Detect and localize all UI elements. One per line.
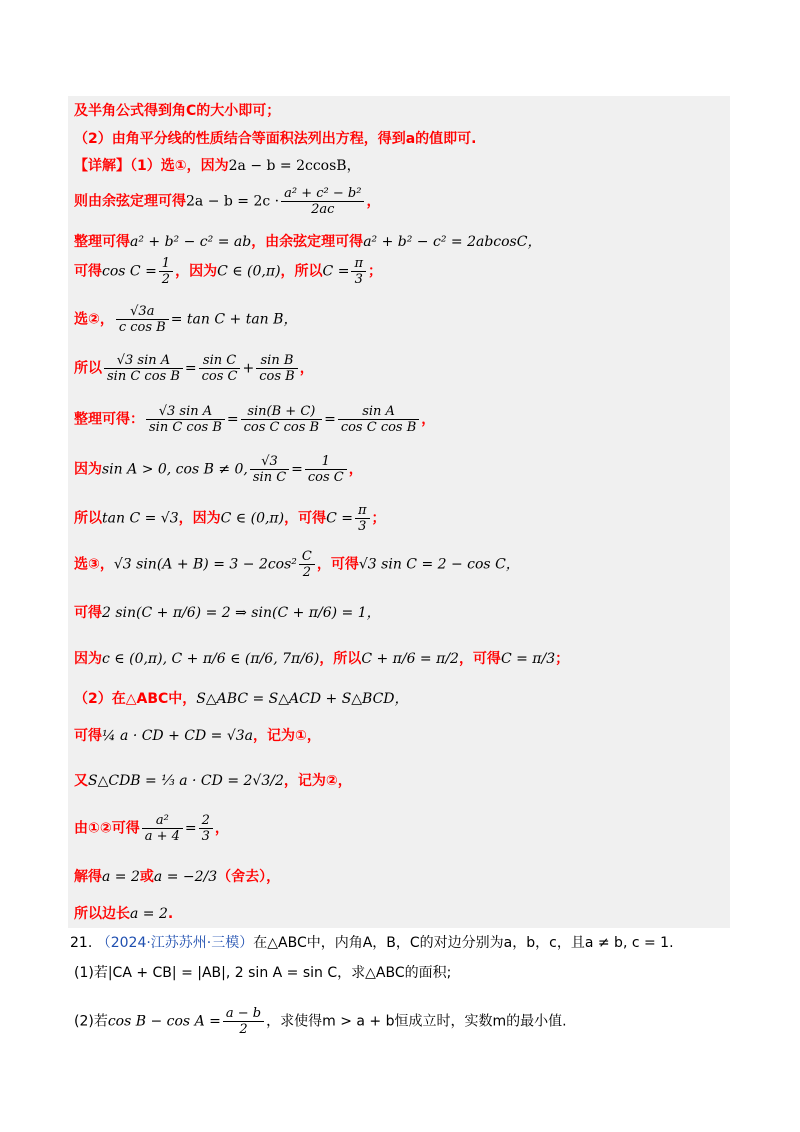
solution-line: 可得cos C = $\frac{1}{2}$ ，因为C ∈ (0,π)，所以C = $\frac{\pi}{3}$ ；	[74, 256, 382, 287]
question-stem: 21. （2024·江苏苏州·三模）在△ABC中，内角A，B，C的对边分别为a，b，c，且a ≠ b, c = 1.	[70, 935, 674, 951]
solution-line: 解得a = 2或a = −2/3（舍去），	[74, 869, 281, 885]
solution-line: 及半角公式得到角C的大小即可；	[74, 103, 281, 119]
solution-line: 【详解】（1）选①，因为2a − b = 2ccosB，	[74, 158, 361, 174]
solution-line: 又S△CDB = ⅓ a · CD = 2√3/2，记为②，	[74, 773, 352, 789]
solution-line: 则由余弦定理可得2a − b = 2c · $\frac{\text{a² + c² − b²}}{2ac}$ ，	[74, 186, 381, 217]
question-part-2: (2)若cos B − cos A = $\frac{a - b}{2}$ ，求使得m > a + b恒成立时，实数m的最小值.	[74, 1006, 567, 1037]
question-source: （2024·江苏苏州·三模）	[96, 935, 254, 951]
solution-line: 可得¼ a · CD + CD = √3a，记为①，	[74, 728, 321, 744]
solution-line: 因为sin A > 0, cos B ≠ 0, $\frac{√3}{\text{sin C}}$ = $\frac{1}{\text{cos C}}$ ，	[74, 454, 363, 485]
solution-line: 所以边长a = 2.	[74, 906, 174, 922]
solution-line: 由①②可得 $\frac{\text{a²}}{a + 4}$ = $\frac{2}{3}$ ，	[74, 813, 229, 844]
solution-line: 因为c ∈ (0,π), C + π/6 ∈ (π/6, 7π/6)，所以C + π/6 = π/2，可得C = π/3；	[74, 651, 570, 667]
solution-line: 整理可得： $\frac{\text{√3 sin A}}{\text{sin C cos B}}$ = $\frac{\sin(B + C)}{\text{cos C cos B}}$ = $\frac{\text{sin A}}{\text{cos C cos B}}$ ，	[74, 404, 436, 435]
question-part-1: (1)若|CA + CB| = |AB|, 2 sin A = sin C，求△ABC的面积;	[74, 965, 452, 981]
solution-line: 选②， $\frac{√3a}{\text{c cos B}}$ = tan C + tan B，	[74, 304, 298, 335]
solution-line: 选③，√3 sin(A + B) = 3 − 2cos² $\frac{C}{2}$ ，可得√3 sin C = 2 − cos C，	[74, 549, 520, 580]
solution-line: （2）由角平分线的性质结合等面积法列出方程，得到a的值即可.	[74, 131, 477, 147]
solution-line: 所以tan C = √3，因为C ∈ (0,π)，可得C = $\frac{\pi}{3}$ ；	[74, 503, 386, 534]
solution-line: 所以 $\frac{\text{√3 sin A}}{\text{sin C cos B}}$ = $\frac{\text{sin C}}{\text{cos C}}$ + $\frac{\text{sin B}}{\text{cos B}}$ ，	[74, 353, 314, 384]
solution-line: （2）在△ABC中，S△ABC = S△ACD + S△BCD，	[74, 691, 409, 707]
solution-line: 可得2 sin(C + π/6) = 2 ⇒ sin(C + π/6) = 1，	[74, 605, 381, 621]
solution-line: 整理可得a² + b² − c² = ab，由余弦定理可得a² + b² − c² = 2abcosC，	[74, 234, 542, 250]
